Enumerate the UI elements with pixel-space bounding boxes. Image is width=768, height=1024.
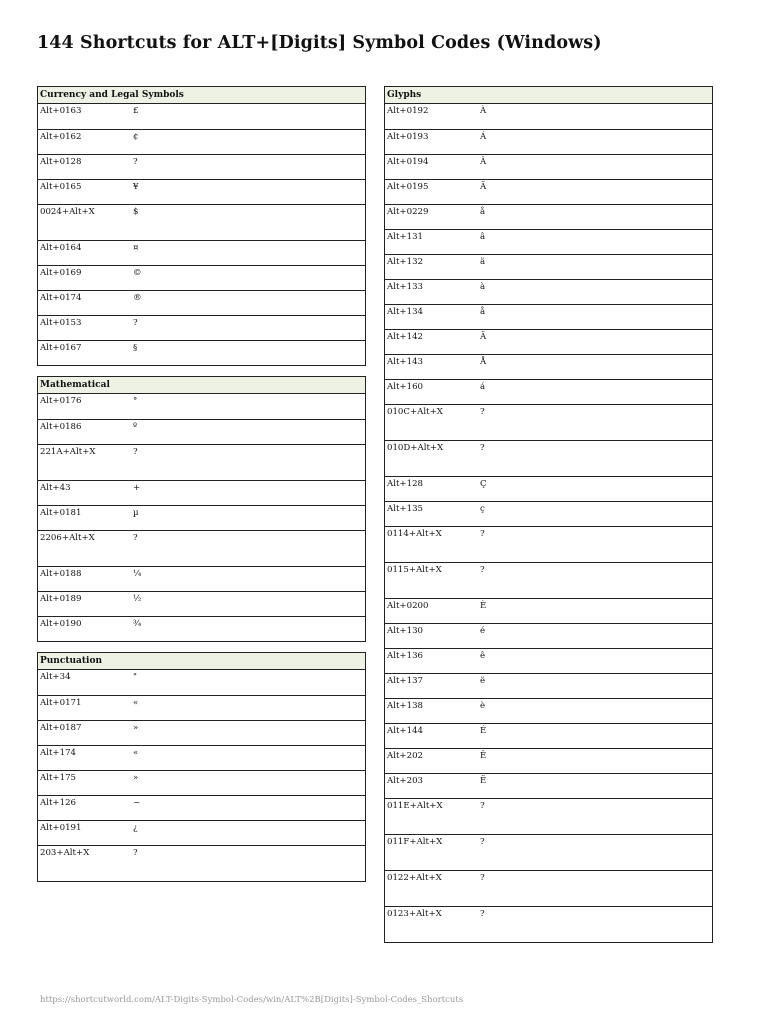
shortcut-symbol: ? <box>480 565 485 575</box>
shortcut-symbol: ? <box>480 407 485 417</box>
shortcut-row <box>38 290 365 315</box>
shortcut-row <box>385 129 712 154</box>
shortcut-key: Alt+0176 <box>40 396 82 406</box>
shortcut-symbol: ? <box>480 443 485 453</box>
shortcut-key: Alt+138 <box>387 701 424 711</box>
shortcut-key: 2206+Alt+X <box>40 533 95 543</box>
shortcut-key: Alt+203 <box>387 776 424 786</box>
shortcut-row <box>38 394 365 419</box>
shortcut-row <box>385 870 712 906</box>
section-header: Punctuation <box>38 653 365 670</box>
shortcut-key: Alt+0167 <box>40 343 82 353</box>
shortcut-symbol: » <box>133 723 139 733</box>
shortcut-row <box>385 698 712 723</box>
shortcut-row <box>38 419 365 444</box>
shortcut-symbol: ç <box>480 504 485 514</box>
shortcut-symbol: À <box>480 106 487 116</box>
shortcut-list <box>38 394 365 641</box>
section-mathematical <box>37 376 366 642</box>
shortcut-key: 011E+Alt+X <box>387 801 443 811</box>
shortcut-row <box>385 379 712 404</box>
shortcut-row <box>38 104 365 129</box>
shortcut-key: Alt+0200 <box>387 601 429 611</box>
section-currency-and-legal-symbols <box>37 86 366 366</box>
shortcut-symbol: ¾ <box>133 619 142 629</box>
shortcut-key: Alt+0128 <box>40 157 82 167</box>
shortcut-row <box>38 265 365 290</box>
shortcut-key: Alt+133 <box>387 282 424 292</box>
shortcut-symbol: ? <box>480 873 485 883</box>
shortcut-key: Alt+143 <box>387 357 424 367</box>
shortcut-key: 0115+Alt+X <box>387 565 442 575</box>
shortcut-key: Alt+0171 <box>40 698 82 708</box>
shortcut-key: Alt+126 <box>40 798 77 808</box>
shortcut-key: 221A+Alt+X <box>40 447 96 457</box>
shortcut-symbol: $ <box>133 207 139 217</box>
shortcut-row <box>385 279 712 304</box>
shortcut-symbol: á <box>480 382 486 392</box>
shortcut-key: 203+Alt+X <box>40 848 90 858</box>
shortcut-key: Alt+0162 <box>40 132 82 142</box>
shortcut-row <box>38 315 365 340</box>
shortcut-key: 0123+Alt+X <box>387 909 442 919</box>
shortcut-key: Alt+0163 <box>40 106 82 116</box>
shortcut-symbol: ä <box>480 257 486 267</box>
shortcut-symbol: å <box>480 307 486 317</box>
shortcut-key: Alt+0169 <box>40 268 82 278</box>
shortcut-key: Alt+128 <box>387 479 424 489</box>
shortcut-symbol: è <box>480 701 486 711</box>
shortcut-key: Alt+0164 <box>40 243 82 253</box>
section-glyphs <box>384 86 713 943</box>
section-header: Glyphs <box>385 87 712 104</box>
shortcut-key: Alt+130 <box>387 626 424 636</box>
shortcut-key: Alt+160 <box>387 382 424 392</box>
shortcut-symbol: Å <box>480 357 487 367</box>
shortcut-symbol: « <box>133 698 139 708</box>
shortcut-row <box>385 501 712 526</box>
shortcut-key: Alt+34 <box>40 672 71 682</box>
shortcut-symbol: È <box>480 601 487 611</box>
shortcut-key: Alt+0191 <box>40 823 82 833</box>
shortcut-list <box>38 104 365 365</box>
shortcut-symbol: » <box>133 773 139 783</box>
shortcut-row <box>38 670 365 695</box>
shortcut-symbol: ? <box>480 529 485 539</box>
shortcut-row <box>385 526 712 562</box>
shortcut-row <box>385 673 712 698</box>
shortcut-row <box>38 591 365 616</box>
shortcut-symbol: ½ <box>133 594 142 604</box>
shortcut-row <box>385 562 712 598</box>
shortcut-symbol: Ä <box>480 332 487 342</box>
shortcut-row <box>385 229 712 254</box>
shortcut-symbol: Ë <box>480 776 487 786</box>
shortcut-row <box>385 648 712 673</box>
shortcut-symbol: ~ <box>133 798 141 808</box>
page-title: 144 Shortcuts for ALT+[Digits] Symbol Codes (Windows) <box>37 33 602 53</box>
shortcut-key: 0122+Alt+X <box>387 873 442 883</box>
shortcut-row <box>385 476 712 501</box>
shortcut-key: Alt+0186 <box>40 422 82 432</box>
shortcut-key: Alt+0165 <box>40 182 82 192</box>
shortcut-key: Alt+0188 <box>40 569 82 579</box>
shortcut-row <box>385 798 712 834</box>
shortcut-row <box>385 906 712 942</box>
shortcut-symbol: Á <box>480 132 487 142</box>
shortcut-symbol: ? <box>480 837 485 847</box>
shortcut-key: Alt+0174 <box>40 293 82 303</box>
shortcut-row <box>38 616 365 641</box>
shortcut-row <box>385 304 712 329</box>
shortcut-key: 0114+Alt+X <box>387 529 442 539</box>
shortcut-row <box>38 795 365 820</box>
shortcut-key: Alt+135 <box>387 504 424 514</box>
shortcut-key: Alt+0189 <box>40 594 82 604</box>
shortcut-symbol: ? <box>133 848 138 858</box>
shortcut-key: Alt+131 <box>387 232 424 242</box>
shortcut-key: 011F+Alt+X <box>387 837 443 847</box>
shortcut-row <box>385 254 712 279</box>
shortcut-row <box>385 773 712 798</box>
section-header: Mathematical <box>38 377 365 394</box>
shortcut-key: 010C+Alt+X <box>387 407 443 417</box>
shortcut-row <box>385 723 712 748</box>
shortcut-row <box>385 179 712 204</box>
shortcut-row <box>385 204 712 229</box>
shortcut-symbol: © <box>133 268 142 278</box>
shortcut-symbol: ? <box>133 318 138 328</box>
shortcut-key: Alt+142 <box>387 332 424 342</box>
shortcut-symbol: « <box>133 748 139 758</box>
shortcut-key: Alt+0195 <box>387 182 429 192</box>
shortcut-key: Alt+132 <box>387 257 424 267</box>
shortcut-symbol: Ã <box>480 182 487 192</box>
shortcut-symbol: à <box>480 282 486 292</box>
shortcut-key: 0024+Alt+X <box>40 207 95 217</box>
shortcut-key: Alt+144 <box>387 726 424 736</box>
shortcut-row <box>38 444 365 480</box>
shortcut-row <box>385 354 712 379</box>
shortcut-symbol: + <box>133 483 141 493</box>
shortcut-symbol: Ê <box>480 751 487 761</box>
shortcut-key: Alt+0181 <box>40 508 82 518</box>
shortcut-symbol: £ <box>133 106 139 116</box>
shortcut-symbol: ¢ <box>133 132 139 142</box>
shortcut-symbol: å <box>480 207 486 217</box>
shortcut-symbol: é <box>480 626 486 636</box>
shortcut-row <box>385 154 712 179</box>
section-punctuation <box>37 652 366 882</box>
shortcut-row <box>38 745 365 770</box>
shortcut-row <box>38 480 365 505</box>
left-column <box>37 86 366 892</box>
shortcut-key: Alt+0192 <box>387 106 429 116</box>
shortcut-key: Alt+0187 <box>40 723 82 733</box>
shortcut-symbol: â <box>480 232 486 242</box>
footer-url[interactable]: https://shortcutworld.com/ALT-Digits-Symbol-Codes/win/ALT%2B[Digits]-Symbol-Codes_Shortcuts <box>40 995 464 1005</box>
shortcut-symbol: ¤ <box>133 243 139 253</box>
shortcut-row <box>38 154 365 179</box>
shortcut-key: Alt+134 <box>387 307 424 317</box>
shortcut-symbol: É <box>480 726 487 736</box>
shortcut-symbol: º <box>133 422 138 432</box>
shortcut-row <box>385 623 712 648</box>
shortcut-row <box>38 340 365 365</box>
shortcut-symbol: ¿ <box>133 823 138 833</box>
shortcut-symbol: ? <box>480 801 485 811</box>
shortcut-key: Alt+0190 <box>40 619 82 629</box>
shortcut-key: Alt+0193 <box>387 132 429 142</box>
shortcut-list <box>38 670 365 881</box>
shortcut-row <box>385 598 712 623</box>
shortcut-row <box>38 845 365 881</box>
shortcut-symbol: ? <box>133 533 138 543</box>
shortcut-key: Alt+0194 <box>387 157 429 167</box>
shortcut-row <box>385 834 712 870</box>
shortcut-row <box>38 530 365 566</box>
shortcut-row <box>38 566 365 591</box>
shortcut-symbol: Â <box>480 157 487 167</box>
shortcut-symbol: " <box>133 672 137 682</box>
shortcut-symbol: µ <box>133 508 139 518</box>
shortcut-symbol: § <box>133 343 138 353</box>
shortcut-symbol: Ç <box>480 479 487 489</box>
shortcut-symbol: ? <box>133 447 138 457</box>
shortcut-row <box>385 104 712 129</box>
right-column <box>384 86 713 953</box>
shortcut-row <box>38 505 365 530</box>
shortcut-list <box>385 104 712 942</box>
shortcut-symbol: ¼ <box>133 569 142 579</box>
shortcut-row <box>38 240 365 265</box>
shortcut-key: 010D+Alt+X <box>387 443 444 453</box>
shortcut-row <box>385 440 712 476</box>
shortcut-row <box>38 770 365 795</box>
shortcut-row <box>38 720 365 745</box>
shortcut-row <box>38 204 365 240</box>
shortcut-key: Alt+174 <box>40 748 77 758</box>
shortcut-key: Alt+175 <box>40 773 77 783</box>
shortcut-key: Alt+43 <box>40 483 71 493</box>
shortcut-symbol: ® <box>133 293 142 303</box>
shortcut-symbol: ¥ <box>133 182 139 192</box>
shortcut-key: Alt+137 <box>387 676 424 686</box>
shortcut-symbol: ° <box>133 396 138 406</box>
shortcut-symbol: ? <box>480 909 485 919</box>
shortcut-symbol: ê <box>480 651 486 661</box>
shortcut-key: Alt+136 <box>387 651 424 661</box>
shortcut-key: Alt+0229 <box>387 207 429 217</box>
shortcut-row <box>38 695 365 720</box>
shortcut-row <box>38 820 365 845</box>
shortcut-key: Alt+0153 <box>40 318 82 328</box>
shortcut-row <box>385 404 712 440</box>
shortcut-row <box>38 179 365 204</box>
shortcut-row <box>385 329 712 354</box>
shortcut-row <box>38 129 365 154</box>
shortcut-symbol: ? <box>133 157 138 167</box>
shortcut-symbol: ë <box>480 676 486 686</box>
shortcut-row <box>385 748 712 773</box>
shortcut-key: Alt+202 <box>387 751 424 761</box>
section-header: Currency and Legal Symbols <box>38 87 365 104</box>
